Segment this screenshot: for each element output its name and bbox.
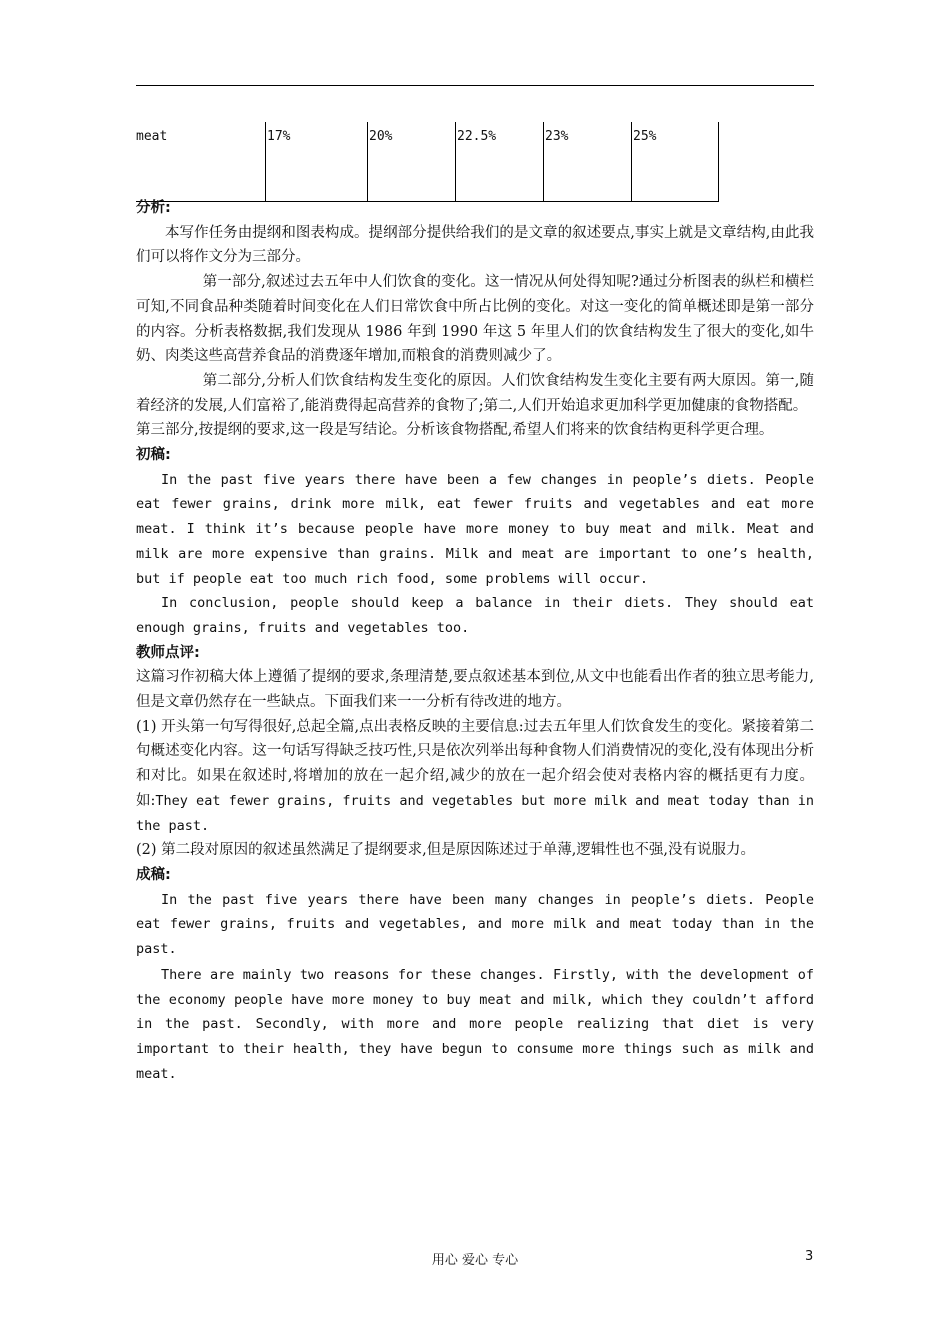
- table-cell: 25%: [632, 122, 719, 202]
- analysis-paragraph: 本写作任务由提纲和图表构成。提纲部分提供给我们的是文章的叙述要点,事实上就是文章结构,由此我们可以将作文分为三部分。: [136, 224, 814, 266]
- comment-heading: 教师点评:: [136, 644, 200, 661]
- page-number: 3: [805, 1249, 814, 1264]
- data-table: [136, 122, 719, 202]
- header-rule: [136, 85, 814, 86]
- table-row: [136, 122, 719, 202]
- draft-paragraph: In the past five years there have been a few changes in people’s diets. People eat fewer grains, drink more milk, eat fewer fruits and vegetables and eat more meat. I think it’s because people have more money to buy meat and milk. Meat and milk are more expensive than grains. Milk and meat are important to one’s health, but if people eat too much rich food, some problems will occur.: [136, 471, 814, 587]
- analysis-paragraph: 第一部分,叙述过去五年中人们饮食的变化。这一情况从何处得知呢?通过分析图表的纵栏和横栏可知,不同食品种类随着时间变化在人们日常饮食中所占比例的变化。对这一变化的简单概述即是第一部分的内容。分析表格数据,我们发现从 1986 年到 1990 年这 5 年里人们的饮食结构发生了很大的变化,如牛奶、肉类这些高营养食品的消费逐年增加,而粮食的消费则减少了。: [136, 274, 814, 365]
- comment-example: They eat fewer grains, fruits and vegetables but more milk and meat today than in the past.: [136, 792, 814, 834]
- comment-text: (1) 开头第一句写得很好,总起全篇,点出表格反映的主要信息:过去五年里人们饮食发生的变化。紧接着第二句概述变化内容。这一句话写得缺乏技巧性,只是依次列举出每种食物人们消费情况的变化,没有体现出分析和对比。如果在叙述时,将增加的放在一起介绍,减少的放在一起介绍会使对表格内容的概括更有力度。如:: [136, 718, 814, 809]
- analysis-paragraph: 第二部分,分析人们饮食结构发生变化的原因。人们饮食结构发生变化主要有两大原因。第一,随着经济的发展,人们富裕了,能消费得起高营养的食物了;第二,人们开始追求更加科学更加健康的食物搭配。: [136, 372, 814, 414]
- table-cell: 22.5%: [456, 122, 544, 202]
- footer-motto: 用心 爱心 专心: [431, 1253, 519, 1268]
- comment-paragraph: [136, 715, 814, 839]
- final-heading: 成稿:: [136, 866, 171, 883]
- comment-paragraph: 这篇习作初稿大体上遵循了提纲的要求,条理清楚,要点叙述基本到位,从文中也能看出作者的独立思考能力,但是文章仍然存在一些缺点。下面我们来一一分析有待改进的地方。: [136, 669, 814, 711]
- table-cell: 20%: [368, 122, 456, 202]
- table-cell: 17%: [266, 122, 368, 202]
- analysis-paragraph: 第三部分,按提纲的要求,这一段是写结论。分析该食物搭配,希望人们将来的饮食结构更科学更合理。: [136, 422, 774, 439]
- table-cell: meat: [136, 122, 266, 202]
- analysis-heading: 分析:: [136, 200, 171, 216]
- draft-paragraph: In conclusion, people should keep a balance in their diets. They should eat enough grains, fruits and vegetables too.: [136, 595, 814, 636]
- comment-paragraph: (2) 第二段对原因的叙述虽然满足了提纲要求,但是原因陈述过于单薄,逻辑性也不强,没有说服力。: [136, 842, 755, 859]
- draft-heading: 初稿:: [136, 447, 171, 464]
- document-body: [136, 196, 814, 1086]
- final-paragraph: There are mainly two reasons for these changes. Firstly, with the development of the economy people have more money to buy meat and milk, which they couldn’t afford in the past. Secondly, with more and more people realizing that diet is very important to their health, they have begun to consume more things such as milk and meat.: [136, 966, 814, 1082]
- final-paragraph: In the past five years there have been many changes in people’s diets. People eat fewer grains, fruits and vegetables, and more milk and meat today than in the past.: [136, 891, 814, 958]
- table-cell: 23%: [544, 122, 632, 202]
